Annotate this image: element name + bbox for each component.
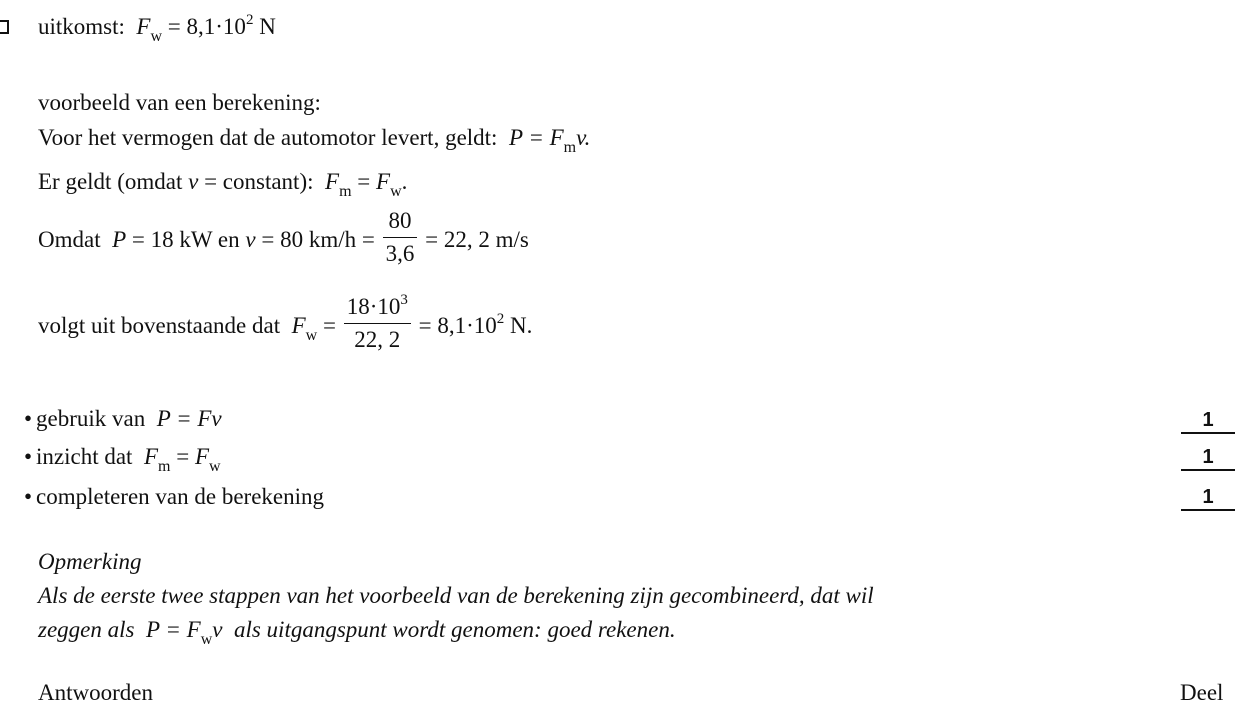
remark-line2-post: als uitgangspunt wordt genomen: goed rekenen. [233,617,676,642]
line4-result: = 8,1·10 [418,312,497,338]
result-unit: N [259,14,276,39]
criterion-2 [24,444,221,475]
speed-fraction-denominator: 3,6 [385,241,415,266]
remark-line-2 [38,617,676,648]
criterion-2-score: 1 [1181,446,1235,471]
line2-v: v [188,169,199,194]
criterion-2-text: inzicht dat [36,444,133,469]
remark-line2-v: v [212,617,223,642]
line2-eq: = [357,169,371,194]
remark-line2-pre: zeggen als [38,617,135,642]
line2-f2: F [376,169,391,194]
result-value: 8,1·10 [186,14,246,39]
footer-left: Antwoorden [38,680,153,705]
example-line-3 [38,208,529,271]
remark-line-1: Als de eerste twee stappen van het voorbeeld van de berekening zijn gecombineerd, dat wil [38,583,874,608]
line2-f1: F [325,169,340,194]
criterion-1-formula: P = Fv [156,406,222,431]
line3-vval: = 80 km/h = [261,226,375,252]
line4-result-exponent: 2 [496,310,505,327]
force-num-value: 18·10 [346,294,401,319]
footer-right: Deel [1180,680,1224,705]
line2-end: . [401,169,408,194]
line3-v: v [245,226,256,252]
line3-pval: = 18 kW en [131,226,240,252]
force-fraction-numerator [344,294,411,324]
line2-f2-sub: w [390,183,402,200]
line4-text: volgt uit bovenstaande dat [38,312,281,338]
result-label: uitkomst: [38,14,125,39]
result-exponent: 2 [245,12,254,28]
remark-line2-p: P = F [145,617,201,642]
result-line: uitkomst: $F_w = 8,1\cdot 10^2$ N [38,12,276,45]
bullet: • [24,444,33,469]
force-subscript: w [150,28,163,45]
line4-f-sub: w [305,326,318,344]
bullet: • [24,406,33,431]
criterion-1 [24,406,222,432]
criterion-3-score: 1 [1181,486,1235,511]
speed-fraction [383,208,418,267]
line2-text2: = constant): [204,169,314,194]
criterion-2-f2: F [194,444,209,469]
example-line-4 [38,292,533,357]
line1-subscript: m [563,139,577,156]
speed-fraction-numerator: 80 [383,208,418,238]
line2-f1-sub: m [339,183,352,200]
checkbox-marker [0,20,9,34]
line3-text: Omdat [38,226,101,252]
force-fraction-denominator: 22, 2 [354,327,401,352]
line1-formula: P = F [508,125,564,150]
line3-p: P [112,226,127,252]
line1-text: Voor het vermogen dat de automotor levert, geldt: [38,125,498,150]
line4-eq: = [322,312,336,338]
example-line-2 [38,169,408,200]
line2-text: Er geldt (omdat [38,169,183,194]
force-fraction [344,294,411,353]
bullet: • [24,484,33,509]
remark-line2-sub: w [200,631,213,648]
example-line-1 [38,125,591,156]
line3-result: = 22, 2 m/s [425,226,529,252]
example-intro: voorbeeld van een berekening: [38,90,321,115]
criterion-3 [24,484,324,510]
criterion-2-f1-sub: m [158,458,171,475]
criterion-2-f2-sub: w [209,458,221,475]
criterion-1-score: 1 [1181,409,1235,434]
criterion-2-f1: F [143,444,158,469]
criterion-1-text: gebruik van [36,406,146,431]
remark-title: Opmerking [38,549,142,574]
line4-unit: N. [510,312,533,338]
line1-tail: v. [576,125,591,150]
criterion-2-eq: = [176,444,190,469]
criterion-3-text: completeren van de berekening [36,484,325,509]
line4-f: F [291,312,306,338]
force-num-exponent: 3 [400,292,408,308]
force-symbol: F [136,14,151,39]
